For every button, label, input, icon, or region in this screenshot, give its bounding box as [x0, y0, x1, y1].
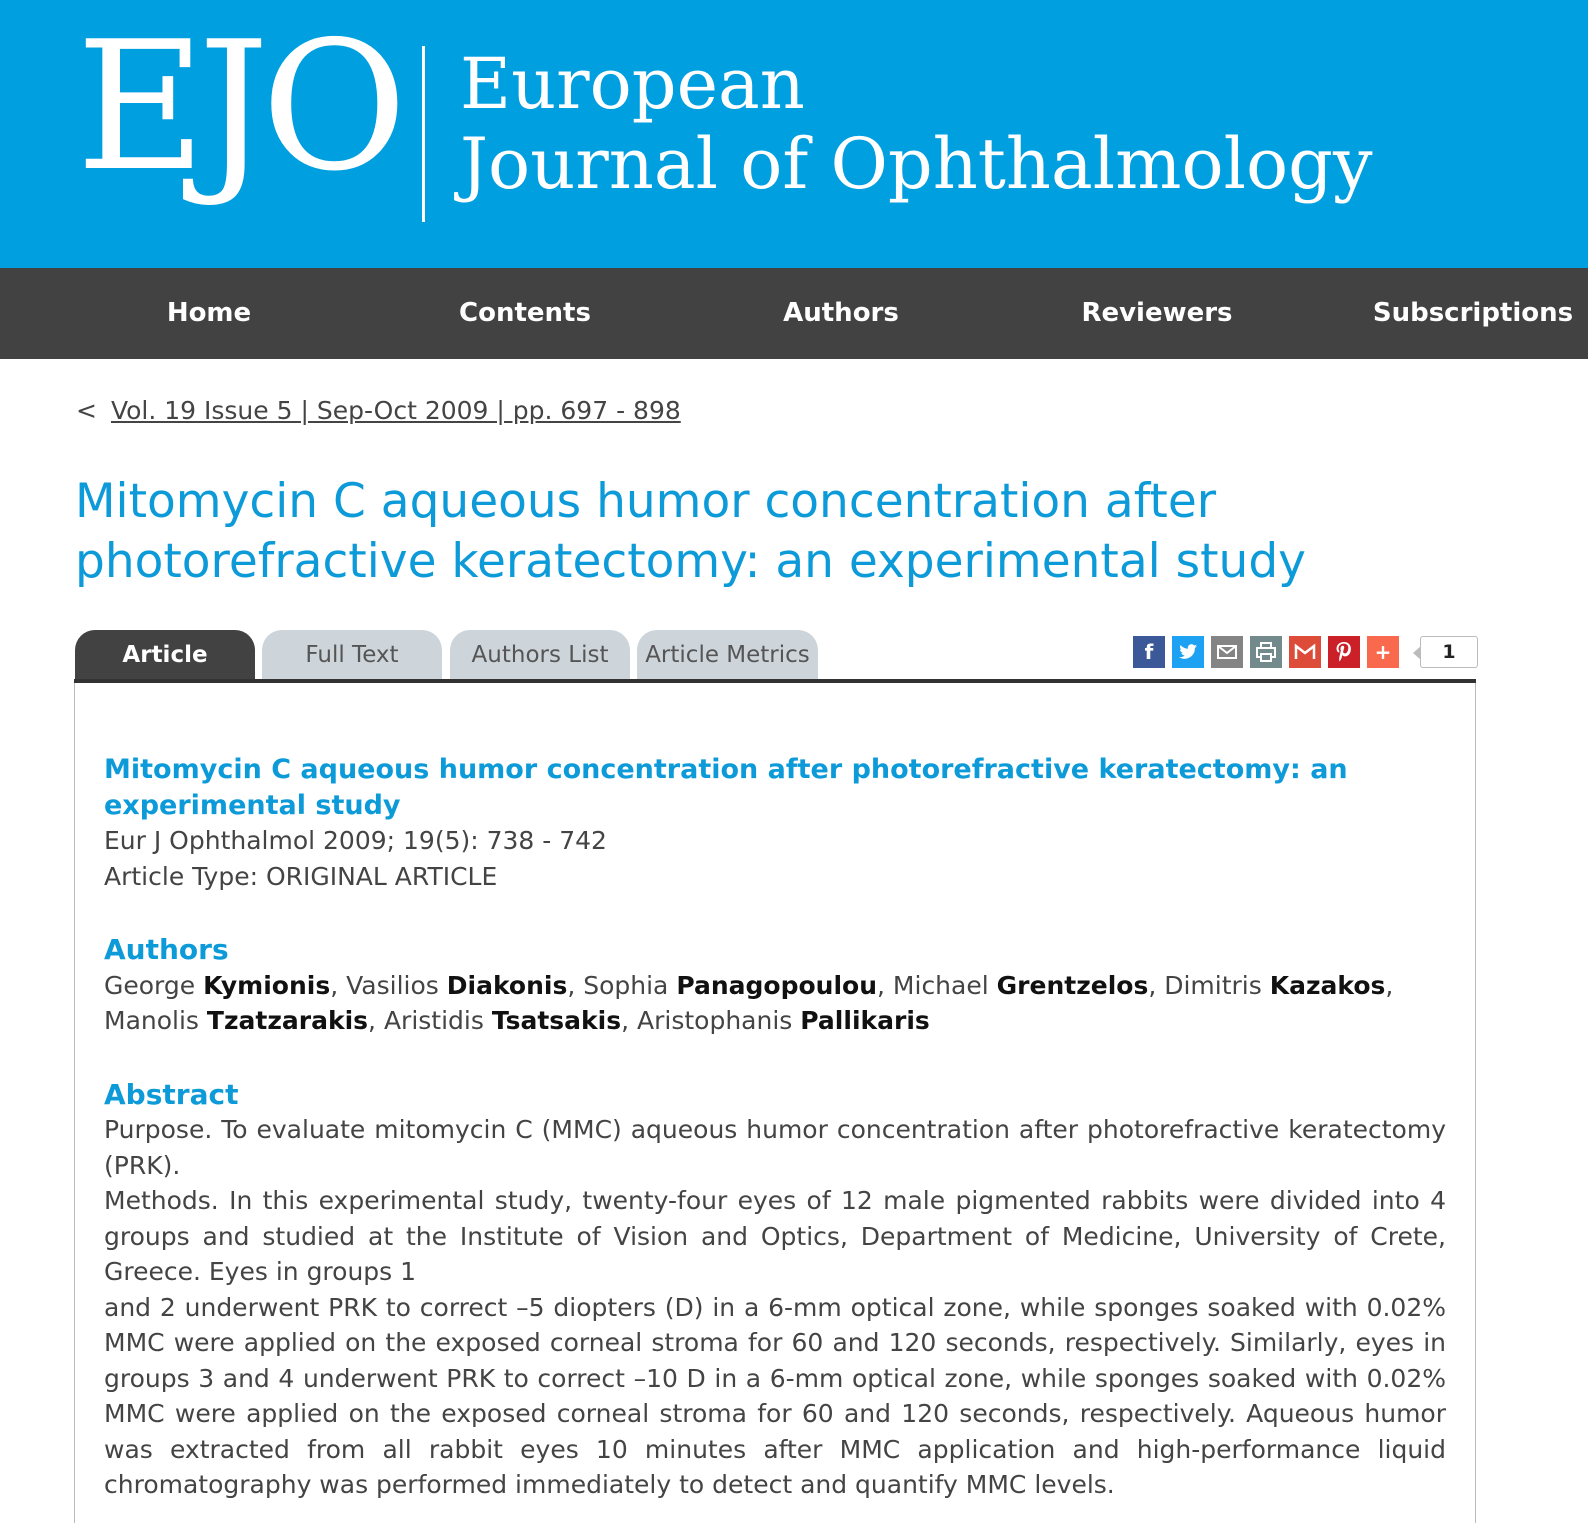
authors-heading: Authors [104, 933, 229, 966]
nav-reviewers[interactable]: Reviewers [1081, 298, 1233, 328]
nav-contents[interactable]: Contents [459, 298, 591, 328]
authors-list: George Kymionis, Vasilios Diakonis, Sophia Panagopoulou, Michael Grentzelos, Dimitris Kazakos, Manolis Tzatzarakis, Aristidis Tsatsakis, Aristophanis Pallikaris [104, 970, 1394, 1035]
page-title: Mitomycin C aqueous humor concentration after photorefractive keratectomy: an experimental study [75, 474, 1306, 589]
email-icon[interactable] [1211, 636, 1243, 668]
breadcrumb [76, 396, 681, 425]
tab-authors-list[interactable]: Authors List [450, 630, 630, 680]
article-details [104, 752, 1446, 1503]
issue-link[interactable]: Vol. 19 Issue 5 | Sep-Oct 2009 | pp. 697 - 898 [110, 396, 681, 425]
back-chevron-icon[interactable]: < [76, 396, 97, 425]
author[interactable]: George Kymionis [104, 970, 331, 1000]
main-nav [0, 268, 1588, 359]
article-type: Article Type: ORIGINAL ARTICLE [104, 861, 498, 891]
addthis-plus-icon[interactable]: + [1367, 636, 1399, 668]
author[interactable]: Aristidis Tsatsakis [383, 1006, 622, 1035]
author[interactable]: Manolis Tzatzarakis [104, 1006, 369, 1035]
author[interactable]: Vasilios Diakonis [346, 970, 568, 1000]
abstract-methods-1: Methods. In this experimental study, twenty-four eyes of 12 male pigmented rabbits were divided into 4 groups and studied at the Institute of Vision and Optics, Department of Medicine, University of Crete, Greece. Eyes in groups 1 [104, 1186, 1446, 1286]
article-title: Mitomycin C aqueous humor concentration after photorefractive keratectomy: an experimental study [104, 754, 1348, 821]
journal-name-line1: European [460, 43, 805, 125]
site-header [0, 0, 1588, 268]
twitter-icon[interactable] [1172, 636, 1204, 668]
tab-full-text[interactable]: Full Text [262, 630, 442, 680]
share-count: 1 [1420, 636, 1478, 668]
logo-divider [422, 46, 425, 222]
facebook-icon[interactable]: f [1133, 636, 1165, 668]
abstract-methods-2: and 2 underwent PRK to correct –5 diopters (D) in a 6-mm optical zone, while sponges soaked with 0.02% MMC were applied on the exposed corneal stroma for 60 and 120 seconds, respectively. Similarly, eyes in groups 3 and 4 underwent PRK to correct –10 D in a 6-mm optical zone, while sponges soaked with 0.02% MMC were applied on the exposed corneal stroma for 60 and 120 seconds, respectively. Aqueous humor was extracted from all rabbit eyes 10 minutes after MMC application and high-performance liquid chromatography was performed immediately to detect and quantify MMC levels. [104, 1292, 1446, 1499]
tab-article-details[interactable]: Article Details [75, 630, 255, 680]
nav-authors[interactable]: Authors [783, 298, 899, 328]
abstract-purpose: Purpose. To evaluate mitomycin C (MMC) aqueous humor concentration after photorefractive keratectomy (PRK). [104, 1115, 1446, 1180]
ejo-logo[interactable]: EJO [76, 3, 400, 210]
pinterest-icon[interactable] [1328, 636, 1360, 668]
author[interactable]: Dimitris Kazakos [1164, 970, 1386, 1000]
journal-name[interactable] [460, 44, 1373, 204]
author[interactable]: Sophia Panagopoulou [583, 970, 878, 1000]
gmail-icon[interactable] [1289, 636, 1321, 668]
author[interactable]: Aristophanis Pallikaris [637, 1006, 930, 1035]
journal-name-line2: Journal of Ophthalmology [460, 123, 1373, 205]
nav-subscriptions[interactable]: Subscriptions [1372, 298, 1574, 328]
citation: Eur J Ophthalmol 2009; 19(5): 738 - 742 [104, 826, 607, 855]
nav-home[interactable]: Home [166, 298, 252, 328]
tab-article-metrics[interactable]: Article Metrics [637, 630, 818, 680]
author[interactable]: Michael Grentzelos [892, 970, 1149, 1000]
print-icon[interactable] [1250, 636, 1282, 668]
abstract-heading: Abstract [104, 1077, 239, 1111]
